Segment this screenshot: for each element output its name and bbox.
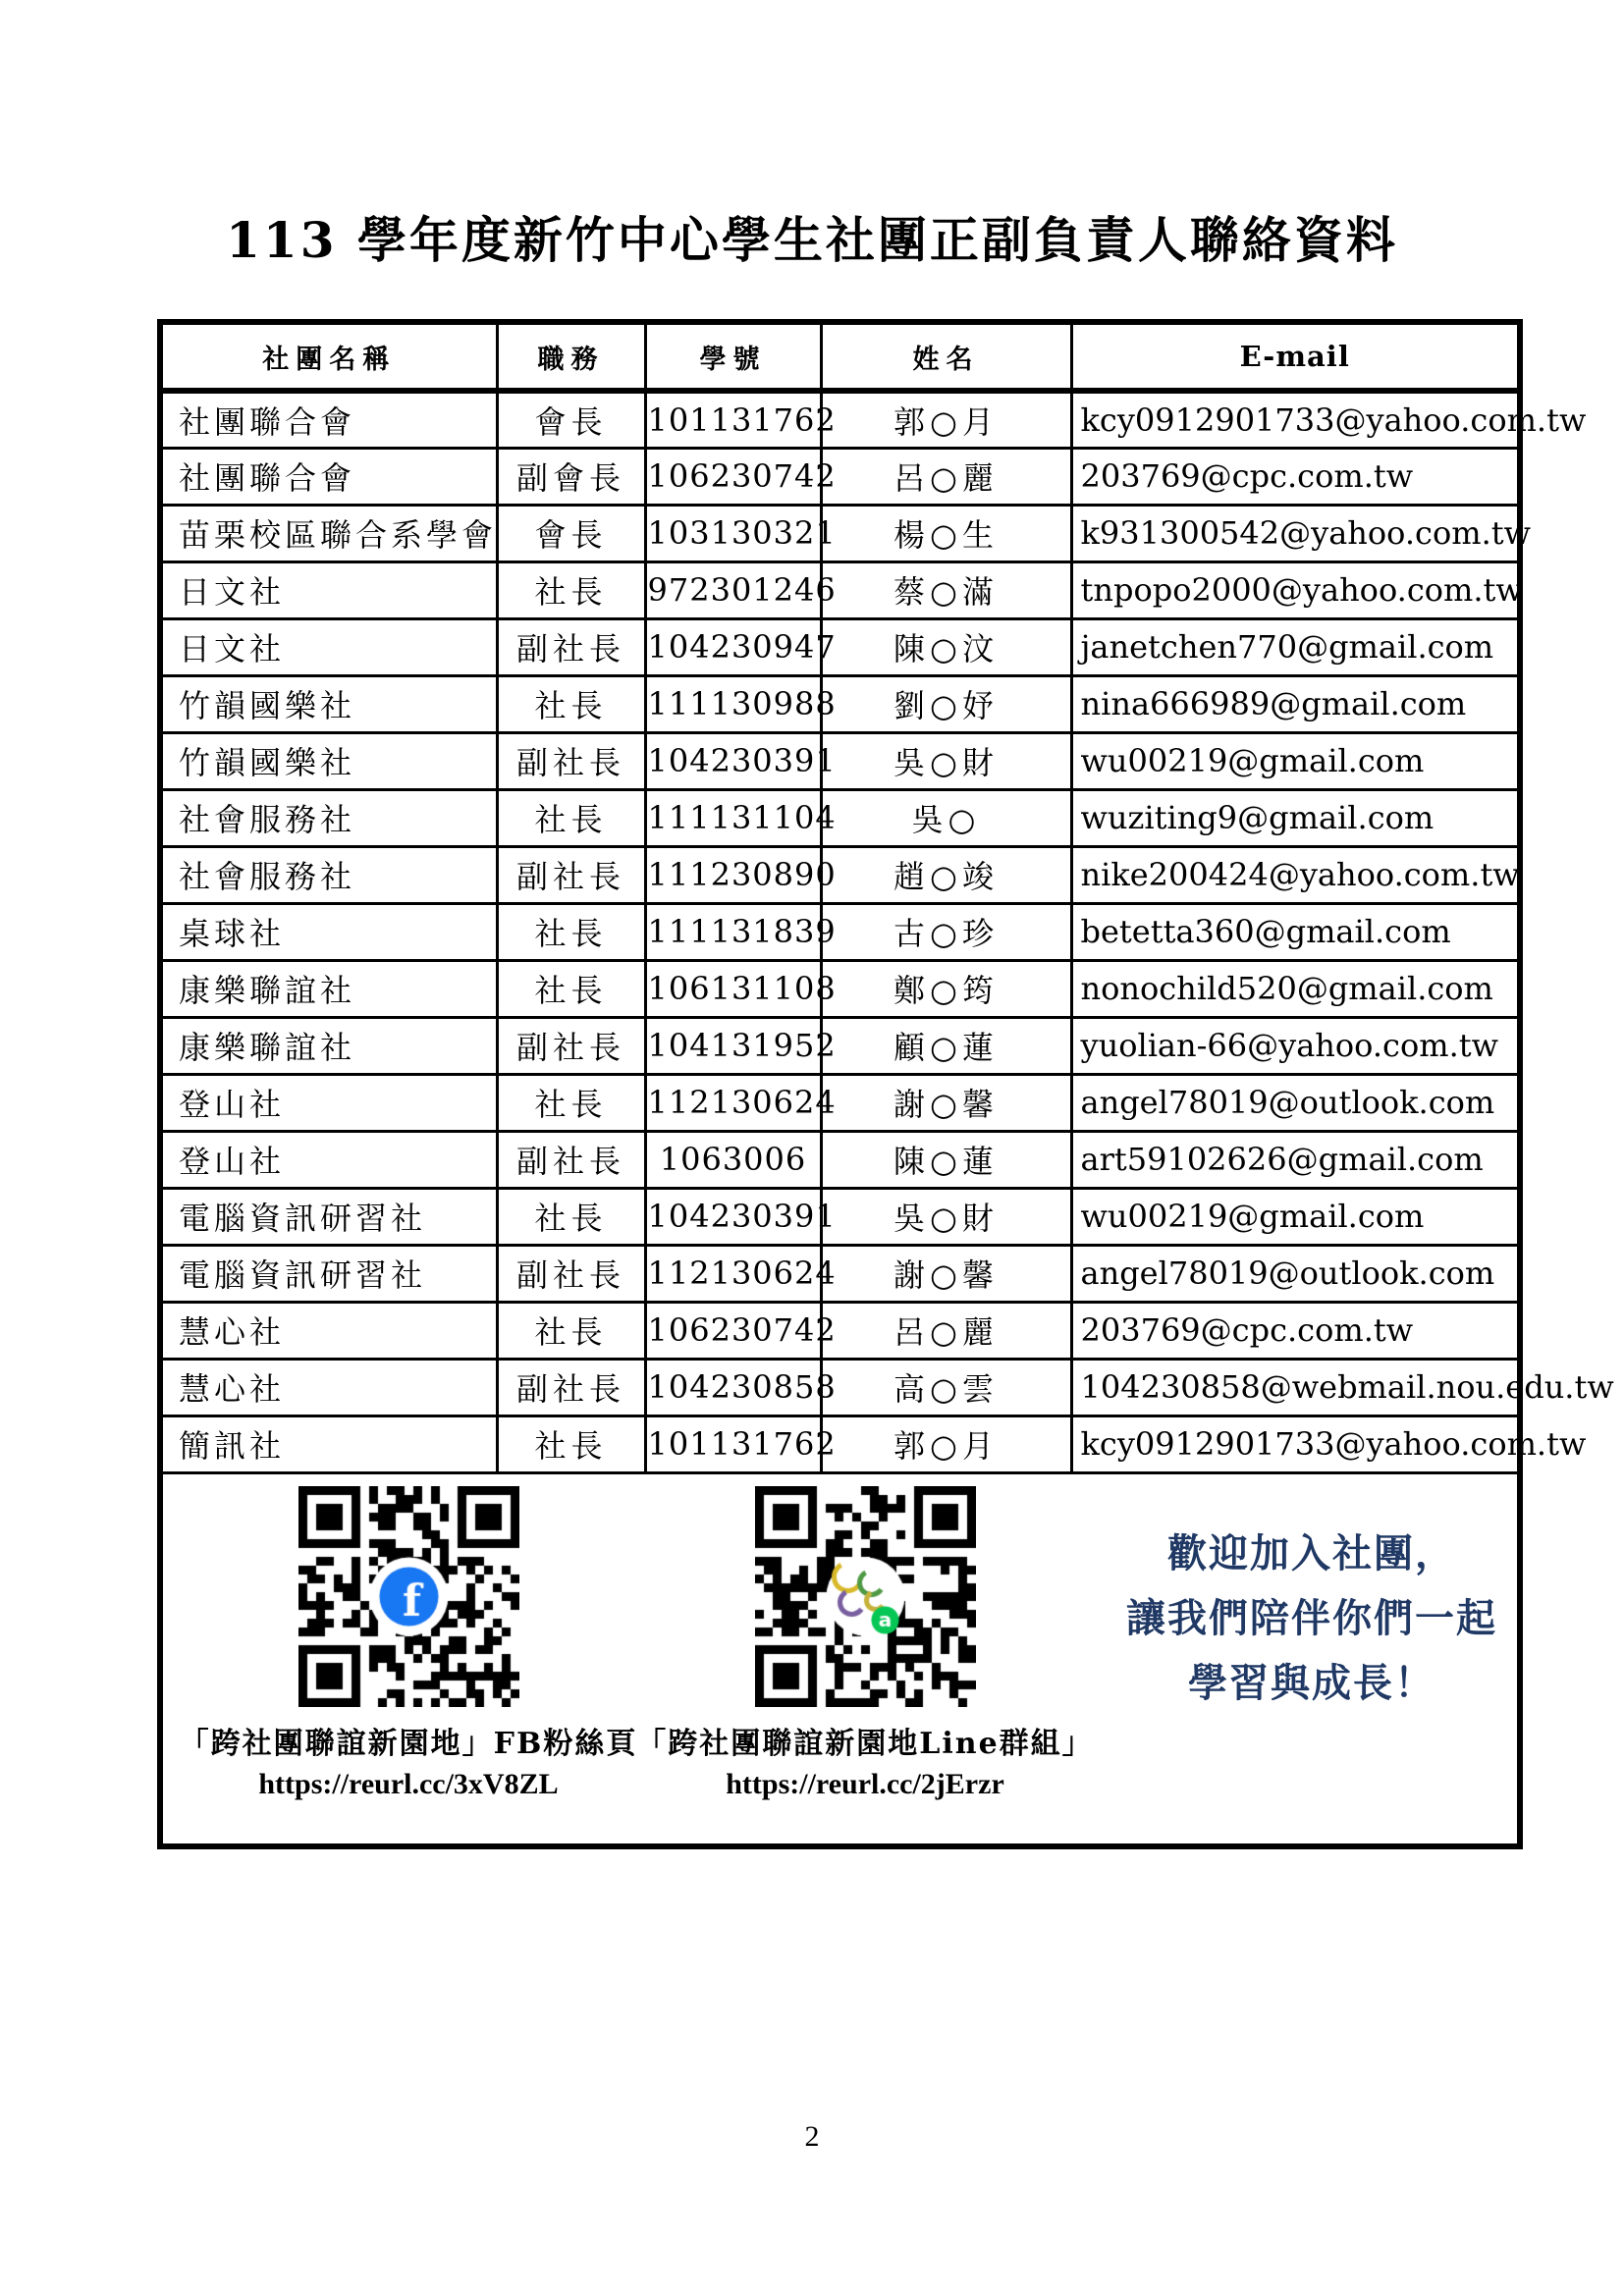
name-cell: 吳○財 <box>821 1188 1071 1245</box>
role-cell: 會長 <box>497 505 645 561</box>
role-cell: 副社長 <box>497 618 645 675</box>
qr-section <box>160 1472 1520 1846</box>
club-name-cell: 社會服務社 <box>160 789 497 846</box>
club-name-cell: 簡訊社 <box>160 1415 497 1472</box>
student-id-cell: 104230391 <box>645 1188 821 1245</box>
facebook-qr-code-icon <box>298 1486 519 1707</box>
table-row <box>160 1188 1520 1245</box>
email-cell: wu00219@gmail.com <box>1071 1188 1520 1245</box>
table-row <box>160 960 1520 1017</box>
club-name-cell: 康樂聯誼社 <box>160 1017 497 1074</box>
club-name-cell: 桌球社 <box>160 903 497 960</box>
name-cell: 郭○月 <box>821 1415 1071 1472</box>
club-name-cell: 日文社 <box>160 618 497 675</box>
student-id-cell: 106131108 <box>645 960 821 1017</box>
email-cell: 203769@cpc.com.tw <box>1071 1302 1520 1359</box>
student-id-cell: 103130321 <box>645 505 821 561</box>
role-cell: 社長 <box>497 561 645 618</box>
role-cell: 社長 <box>497 789 645 846</box>
role-cell: 副社長 <box>497 1245 645 1302</box>
club-name-cell: 社團聯合會 <box>160 448 497 505</box>
club-name-cell: 竹韻國樂社 <box>160 675 497 732</box>
name-cell: 高○雲 <box>821 1359 1071 1415</box>
email-cell: 104230858@webmail.nou.edu.tw <box>1071 1359 1520 1415</box>
page-title: 113 學年度新竹中心學生社團正副負責人聯絡資料 <box>226 211 1398 269</box>
page-number: 2 <box>804 2120 820 2153</box>
email-cell: nike200424@yahoo.com.tw <box>1071 846 1520 903</box>
column-header-id: 學號 <box>645 322 821 391</box>
student-id-cell: 104230391 <box>645 732 821 789</box>
table-row <box>160 1302 1520 1359</box>
email-cell: kcy0912901733@yahoo.com.tw <box>1071 391 1520 448</box>
table-row <box>160 391 1520 448</box>
table-row <box>160 1017 1520 1074</box>
name-cell: 陳○汶 <box>821 618 1071 675</box>
footer-row <box>160 1472 1520 1846</box>
club-name-cell: 社會服務社 <box>160 846 497 903</box>
table-row <box>160 1131 1520 1188</box>
table-row <box>160 1245 1520 1302</box>
club-name-cell: 社團聯合會 <box>160 391 497 448</box>
fb-caption: 「跨社團聯誼新園地」FB粉絲頁 <box>179 1726 638 1761</box>
student-id-cell: 101131762 <box>645 391 821 448</box>
student-id-cell: 112130624 <box>645 1245 821 1302</box>
student-id-cell: 111130988 <box>645 675 821 732</box>
header-row <box>160 322 1520 391</box>
role-cell: 社長 <box>497 960 645 1017</box>
welcome-line: 學習與成長！ <box>1188 1660 1435 1706</box>
line-caption: 「跨社團聯誼新園地Line群組」 <box>636 1726 1094 1761</box>
club-name-cell: 電腦資訊研習社 <box>160 1188 497 1245</box>
table-row <box>160 903 1520 960</box>
email-cell: k931300542@yahoo.com.tw <box>1071 505 1520 561</box>
role-cell: 副社長 <box>497 1131 645 1188</box>
email-cell: nina666989@gmail.com <box>1071 675 1520 732</box>
table-row <box>160 561 1520 618</box>
name-cell: 謝○馨 <box>821 1074 1071 1131</box>
student-id-cell: 101131762 <box>645 1415 821 1472</box>
welcome-message <box>1106 1522 1518 1716</box>
contacts-table <box>157 319 1614 1849</box>
column-header-role: 職務 <box>497 322 645 391</box>
welcome-line: 讓我們陪伴你們一起 <box>1126 1595 1497 1641</box>
role-cell: 社長 <box>497 1302 645 1359</box>
table-row <box>160 505 1520 561</box>
fb-url: https://reurl.cc/3xV8ZL <box>258 1767 559 1800</box>
email-cell: angel78019@outlook.com <box>1071 1074 1520 1131</box>
club-name-cell: 慧心社 <box>160 1302 497 1359</box>
student-id-cell: 972301246 <box>645 561 821 618</box>
student-id-cell: 104230947 <box>645 618 821 675</box>
role-cell: 副社長 <box>497 1359 645 1415</box>
email-cell: janetchen770@gmail.com <box>1071 618 1520 675</box>
name-cell: 顧○蓮 <box>821 1017 1071 1074</box>
club-name-cell: 電腦資訊研習社 <box>160 1245 497 1302</box>
student-id-cell: 111131104 <box>645 789 821 846</box>
table-row <box>160 675 1520 732</box>
club-name-cell: 苗栗校區聯合系學會 <box>160 505 497 561</box>
name-cell: 呂○麗 <box>821 448 1071 505</box>
role-cell: 社長 <box>497 1415 645 1472</box>
column-header-name: 姓名 <box>821 322 1071 391</box>
table-row <box>160 732 1520 789</box>
email-cell: 203769@cpc.com.tw <box>1071 448 1520 505</box>
welcome-line: 歡迎加入社團， <box>1167 1530 1456 1576</box>
email-cell: wu00219@gmail.com <box>1071 732 1520 789</box>
club-name-cell: 登山社 <box>160 1131 497 1188</box>
name-cell: 古○珍 <box>821 903 1071 960</box>
student-id-cell: 111230890 <box>645 846 821 903</box>
name-cell: 郭○月 <box>821 391 1071 448</box>
role-cell: 社長 <box>497 903 645 960</box>
club-name-cell: 日文社 <box>160 561 497 618</box>
club-name-cell: 登山社 <box>160 1074 497 1131</box>
role-cell: 社長 <box>497 675 645 732</box>
column-header-club: 社團名稱 <box>160 322 497 391</box>
student-id-cell: 104131952 <box>645 1017 821 1074</box>
email-cell: betetta360@gmail.com <box>1071 903 1520 960</box>
club-name-cell: 竹韻國樂社 <box>160 732 497 789</box>
role-cell: 副會長 <box>497 448 645 505</box>
line-qr-code-icon <box>755 1486 976 1707</box>
student-id-cell: 1063006 <box>645 1131 821 1188</box>
email-cell: art59102626@gmail.com <box>1071 1131 1520 1188</box>
student-id-cell: 106230742 <box>645 1302 821 1359</box>
role-cell: 社長 <box>497 1074 645 1131</box>
table-row <box>160 618 1520 675</box>
role-cell: 會長 <box>497 391 645 448</box>
table-row <box>160 789 1520 846</box>
email-cell: yuolian-66@yahoo.com.tw <box>1071 1017 1520 1074</box>
table-row <box>160 1359 1520 1415</box>
email-cell: angel78019@outlook.com <box>1071 1245 1520 1302</box>
role-cell: 副社長 <box>497 846 645 903</box>
email-cell: nonochild520@gmail.com <box>1071 960 1520 1017</box>
role-cell: 社長 <box>497 1188 645 1245</box>
name-cell: 吳○財 <box>821 732 1071 789</box>
name-cell: 楊○生 <box>821 505 1071 561</box>
table-row <box>160 1415 1520 1472</box>
role-cell: 副社長 <box>497 1017 645 1074</box>
student-id-cell: 104230858 <box>645 1359 821 1415</box>
club-name-cell: 慧心社 <box>160 1359 497 1415</box>
table-row <box>160 448 1520 505</box>
name-cell: 鄭○筠 <box>821 960 1071 1017</box>
column-header-email: E-mail <box>1071 322 1520 391</box>
role-cell: 副社長 <box>497 732 645 789</box>
student-id-cell: 112130624 <box>645 1074 821 1131</box>
email-cell: wuziting9@gmail.com <box>1071 789 1520 846</box>
fb-qr-block <box>178 1474 639 1844</box>
student-id-cell: 111131839 <box>645 903 821 960</box>
line-qr-block <box>634 1474 1096 1844</box>
name-cell: 蔡○滿 <box>821 561 1071 618</box>
email-cell: tnpopo2000@yahoo.com.tw <box>1071 561 1520 618</box>
name-cell: 呂○麗 <box>821 1302 1071 1359</box>
name-cell: 謝○馨 <box>821 1245 1071 1302</box>
line-url: https://reurl.cc/2jErzr <box>726 1767 1004 1800</box>
student-id-cell: 106230742 <box>645 448 821 505</box>
table-row <box>160 1074 1520 1131</box>
email-cell: kcy0912901733@yahoo.com.tw <box>1071 1415 1520 1472</box>
name-cell: 吳○ <box>821 789 1071 846</box>
name-cell: 陳○蓮 <box>821 1131 1071 1188</box>
club-name-cell: 康樂聯誼社 <box>160 960 497 1017</box>
table-row <box>160 846 1520 903</box>
name-cell: 劉○妤 <box>821 675 1071 732</box>
name-cell: 趙○竣 <box>821 846 1071 903</box>
